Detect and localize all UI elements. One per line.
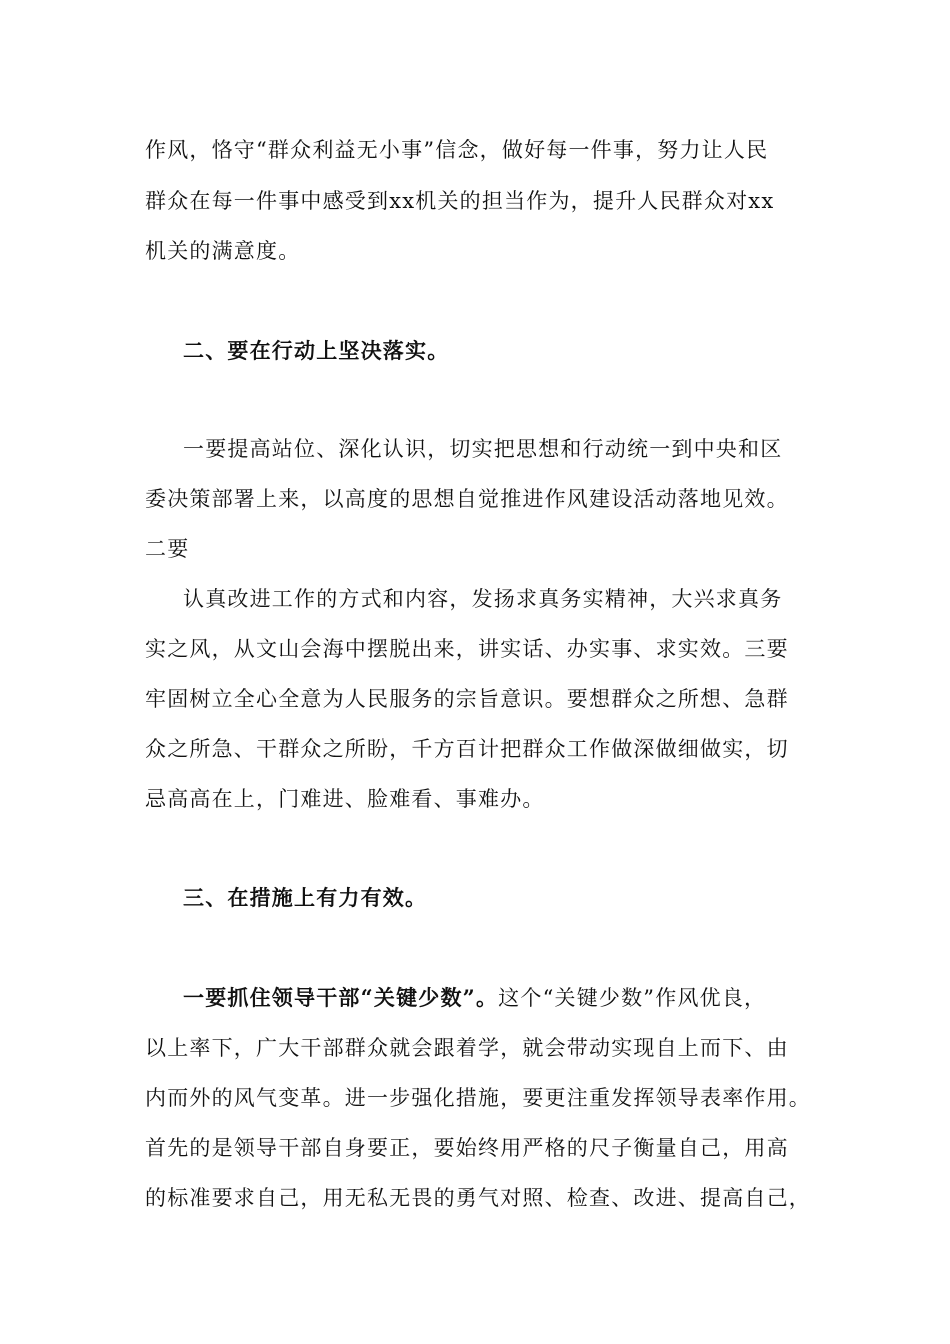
paragraph-line: 一要提高站位、深化认识，切实把思想和行动统一到中央和区	[183, 437, 783, 461]
paragraph-line: 牢固树立全心全意为人民服务的宗旨意识。要想群众之所想、急群	[145, 687, 789, 711]
paragraph-line: 实之风，从文山会海中摆脱出来，讲实话、办实事、求实效。三要	[145, 637, 789, 661]
section-heading-2: 二、要在行动上坚决落实。	[183, 338, 450, 363]
paragraph-line: 众之所急、干群众之所盼，千方百计把群众工作做深做细做实，切	[145, 737, 789, 761]
paragraph-line: 内而外的风气变革。进一步强化措施，要更注重发挥领导表率作用。	[145, 1086, 811, 1110]
paragraph-line: 的标准要求自己，用无私无畏的勇气对照、检查、改进、提高自己，	[145, 1186, 811, 1210]
paragraph-line: 委决策部署上来，以高度的思想自觉推进作风建设活动落地见效。	[145, 487, 789, 511]
paragraph-line: 群众在每一件事中感受到xx机关的担当作为，提升人民群众对xx	[145, 189, 775, 213]
emphasis-lead: 一要抓住领导干部“关键少数”。	[183, 985, 499, 1010]
paragraph-line: 二要	[145, 537, 190, 561]
section-heading-3: 三、在措施上有力有效。	[183, 885, 428, 910]
paragraph-line: 忌高高在上，门难进、脸难看、事难办。	[145, 787, 545, 811]
lead-continuation: 这个“关键少数”作风优良，	[498, 986, 767, 1010]
paragraph-line: 认真改进工作的方式和内容，发扬求真务实精神，大兴求真务	[183, 587, 783, 611]
paragraph-line: 以上率下，广大干部群众就会跟着学，就会带动实现自上而下、由	[145, 1036, 789, 1060]
paragraph-line: 机关的满意度。	[145, 239, 301, 263]
paragraph-line: 作风，恪守“群众利益无小事”信念，做好每一件事，努力让人民	[145, 138, 769, 162]
paragraph-line: 首先的是领导干部自身要正，要始终用严格的尺子衡量自己，用高	[145, 1136, 789, 1160]
paragraph-line	[183, 983, 863, 1013]
